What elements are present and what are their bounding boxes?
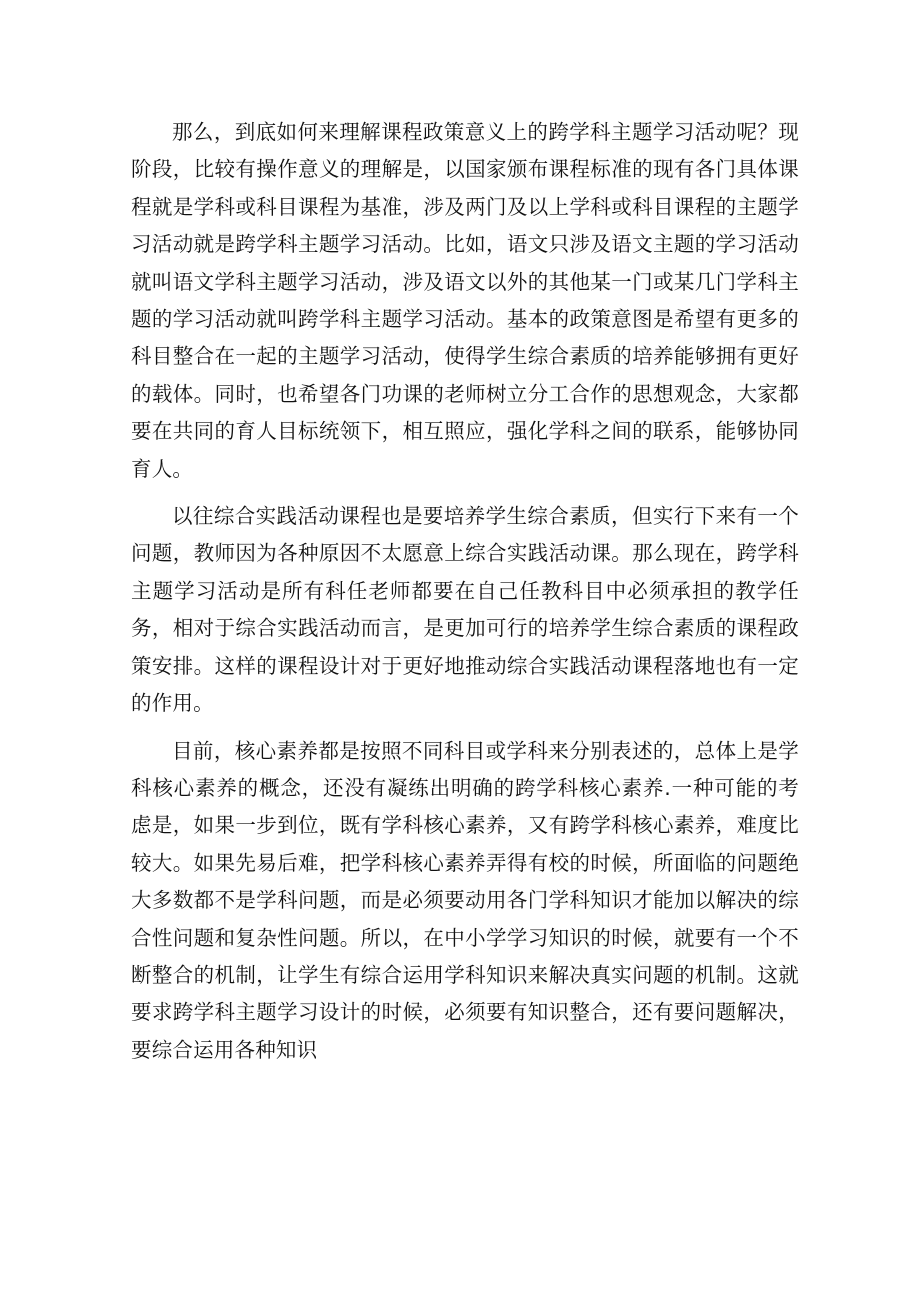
- body-text: [131, 114, 799, 1069]
- paragraph-3: 目前，核心素养都是按照不同科目或学科来分别表述的，总体上是学科核心素养的概念，还没有凝练出明确的跨学科核心素养.一种可能的考虑是，如果一步到位，既有学科核心素养，又有跨学科核心素养，难度比较大。如果先易后难，把学科核心素养弄得有校的时候，所面临的问题绝大多数都不是学科问题，而是必须要动用各门学科知识才能加以解决的综合性问题和复杂性问题。所以，在中小学学习知识的时候，就要有一个不断整合的机制，让学生有综合运用学科知识来解决真实问题的机制。这就要求跨学科主题学习设计的时候，必须要有知识整合，还有要问题解决，要综合运用各种知识: [131, 738, 799, 1062]
- paragraph-1: 那么，到底如何来理解课程政策意义上的跨学科主题学习活动呢？现阶段，比较有操作意义的理解是，以国家颁布课程标准的现有各门具体课程就是学科或科目课程为基准，涉及两门及以上学科或科目课程的主题学习活动就是跨学科主题学习活动。比如，语文只涉及语文主题的学习活动就叫语文学科主题学习活动，涉及语文以外的其他某一门或某几门学科主题的学习活动就叫跨学科主题学习活动。基本的政策意图是希望有更多的科目整合在一起的主题学习活动，使得学生综合素质的培养能够拥有更好的载体。同时，也希望各门功课的老师树立分工合作的思想观念，大家都要在共同的育人目标统领下，相互照应，强化学科之间的联系，能够协同育人。: [131, 120, 799, 481]
- paragraph-2: 以往综合实践活动课程也是要培养学生综合素质，但实行下来有一个问题，教师因为各种原因不太愿意上综合实践活动课。那么现在，跨学科主题学习活动是所有科任老师都要在自己任教科目中必须承担的教学任务，相对于综合实践活动而言，是更加可行的培养学生综合素质的课程政策安排。这样的课程设计对于更好地推动综合实践活动课程落地也有一定的作用。: [131, 504, 799, 716]
